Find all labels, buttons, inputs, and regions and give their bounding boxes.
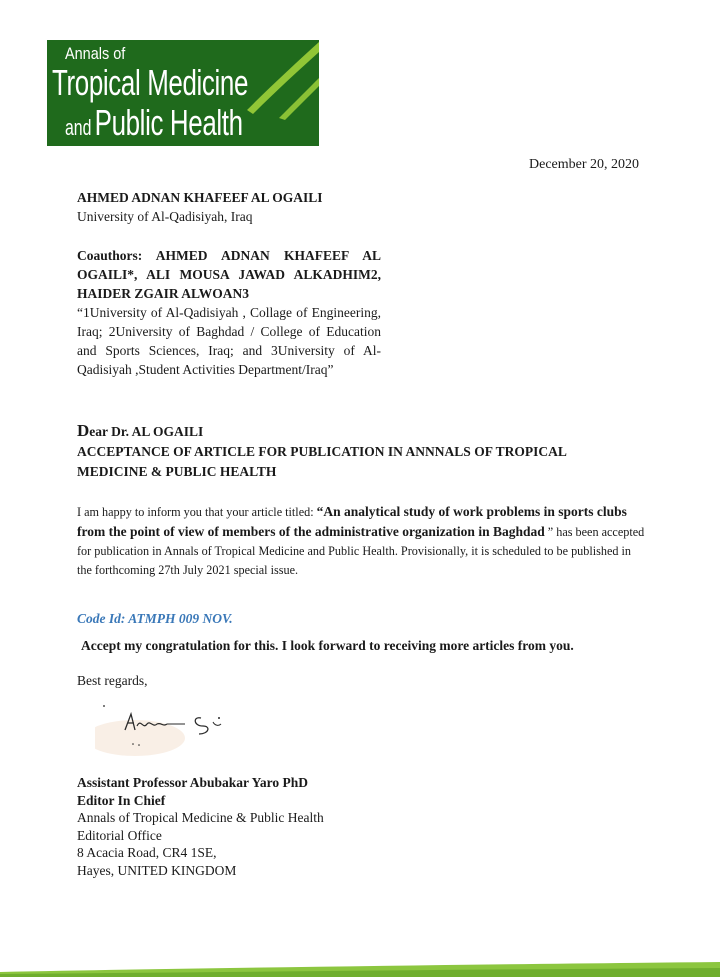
congratulation-line: Accept my congratulation for this. I look forward to receiving more articles from you. (81, 638, 574, 653)
salutation-name: Dr. AL OGAILI (111, 424, 204, 439)
recipient-block (77, 188, 323, 226)
signature-block (77, 774, 324, 879)
logo-line-annals: Annals of (65, 44, 126, 63)
body-rest: has been accepted for publication in Annals of Tropical Medicine and Public Health. Provisionally, it is scheduled to be published in the forthcoming 27th July 2021 special issue. (77, 525, 645, 577)
code-id: Code Id: ATMPH 009 NOV. (77, 611, 233, 626)
coauthors-block (77, 246, 381, 379)
body-intro: I am happy to inform you that your article titled: (77, 505, 317, 519)
coauthor-affiliations: “1University of Al-Qadisiyah , Collage of Engineering, Iraq; 2University of Baghdad / College of Education and Sports Sciences, Iraq; and 3University of Al-Qadisiyah ,Student Activities Department/Iraq” (77, 305, 381, 377)
signer-role: Editor In Chief (77, 792, 166, 808)
closing: Best regards, (77, 673, 148, 688)
signer-journal: Annals of Tropical Medicine & Public Health (77, 810, 324, 825)
letter-subject: ACCEPTANCE OF ARTICLE FOR PUBLICATION IN ANNNALS OF TROPICAL MEDICINE & PUBLIC HEALTH (77, 444, 567, 479)
article-title-close: ” (544, 525, 554, 539)
footer-green-bar (0, 960, 720, 977)
coauthor-names: Coauthors: AHMED ADNAN KHAFEEF AL OGAILI*, ALI MOUSA JAWAD ALKADHIM2, HAIDER ZGAIR ALWOAN3 (77, 248, 381, 301)
recipient-name: AHMED ADNAN KHAFEEF AL OGAILI (77, 190, 323, 205)
journal-logo (47, 40, 319, 146)
logo-line-tropical-medicine: Tropical Medicine (52, 62, 249, 103)
logo-public-health: Public Health (94, 102, 243, 143)
signer-name: Assistant Professor Abubakar Yaro PhD (77, 775, 309, 790)
signer-address-line1: 8 Acacia Road, CR4 1SE, (77, 845, 217, 860)
article-title: “An analytical study of work problems in sports clubs from the point of view of members of the administrative organization in Baghdad (77, 504, 627, 539)
letter-body (77, 502, 647, 580)
salutation-dear: ear (89, 424, 108, 439)
logo-line-public-health (65, 102, 243, 144)
salutation (77, 421, 203, 441)
recipient-affiliation: University of Al-Qadisiyah, Iraq (77, 209, 253, 224)
handwritten-signature (95, 700, 265, 760)
signer-address-line2: Hayes, UNITED KINGDOM (77, 862, 237, 878)
logo-and: and (65, 115, 92, 140)
signer-office: Editorial Office (77, 827, 162, 843)
salutation-initial: D (77, 421, 90, 440)
letter-date: December 20, 2020 (529, 157, 640, 172)
